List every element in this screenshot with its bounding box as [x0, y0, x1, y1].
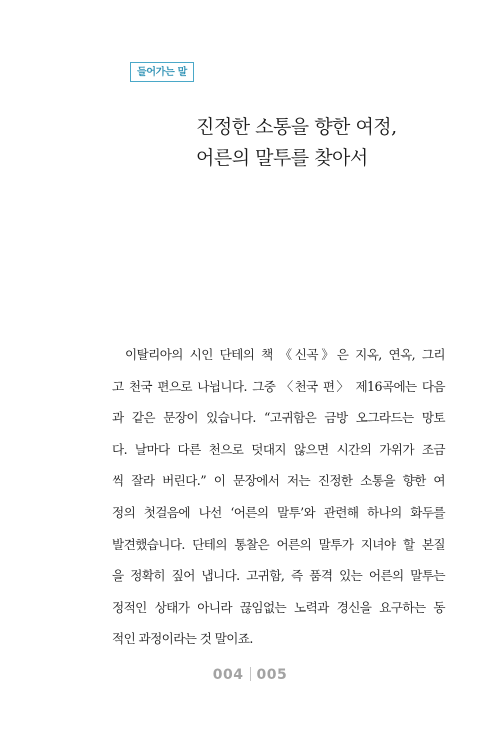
page-numbers: [0, 667, 500, 683]
body-line: 정적인 상태가 아니라 끊임없는 노력과 경신을 요구하는 동: [112, 599, 445, 615]
chapter-title-line-1: 진정한 소통을 향한 여정,: [196, 116, 397, 138]
page-number-right: 005: [256, 667, 288, 683]
chapter-title-line-2: 어른의 말투를 찾아서: [196, 147, 368, 169]
page-number-left: 004: [212, 667, 244, 683]
body-line: 적인 과정이라는 것 말이죠.: [112, 631, 253, 647]
body-line: 발견했습니다. 단테의 통찰은 어른의 말투가 지녀야 할 본질: [112, 536, 445, 552]
body-line: 고 천국 편으로 나뉩니다. 그중 〈천국 편〉 제16곡에는 다음: [112, 378, 445, 394]
page-number-divider: [250, 667, 251, 681]
body-line: 과 같은 문장이 있습니다. “고귀함은 금방 오그라드는 망토: [112, 410, 445, 426]
body-line: 정의 첫걸음에 나선 ‘어른의 말투’와 관련해 하나의 화두를: [112, 504, 445, 520]
body-line: 이탈리아의 시인 단테의 책 《신곡》은 지옥, 연옥, 그리: [125, 347, 445, 362]
chapter-title: [196, 112, 397, 174]
body-line: 을 정확히 짚어 냅니다. 고귀함, 즉 품격 있는 어른의 말투는: [112, 568, 445, 584]
body-line: 다. 날마다 다른 천으로 덧대지 않으면 시간의 가위가 조금: [112, 441, 445, 457]
section-label-badge: 들어가는 말: [130, 62, 194, 82]
body-paragraph: [112, 339, 445, 655]
body-line: 씩 잘라 버린다.” 이 문장에서 저는 진정한 소통을 향한 여: [112, 473, 445, 489]
